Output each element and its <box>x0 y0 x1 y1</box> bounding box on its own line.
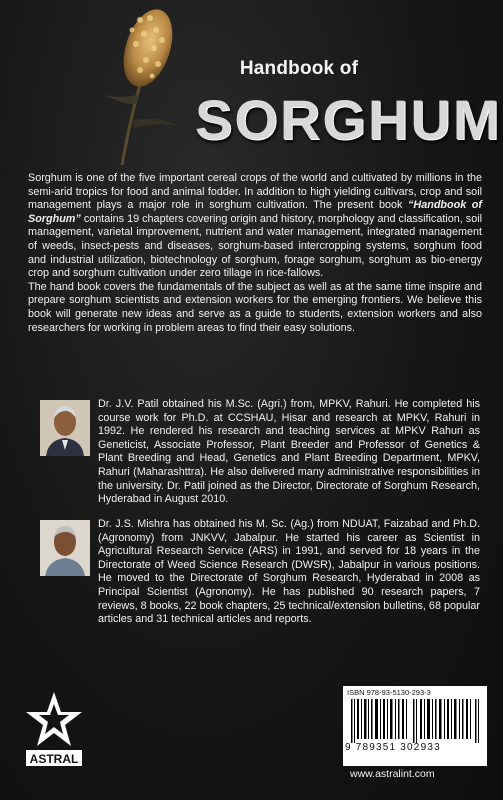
sorghum-plant-image <box>100 0 190 165</box>
author-bio-patil: Dr. J.V. Patil obtained his M.Sc. (Agri.) from, MPKV, Rahuri. He completed his course work for Ph.D. at CCSHAU, Hisar and research at MPKV, Rahuri in 1992. He rendered his research and teaching services at MPKV Rahuri as Geneticist, Associate Professor, Plant Breeder and Professor of Genetics & Plant Breeding and Head, Genetics and Plant Breeding Department, MPKV, Rahuri (Maharashttra). He also delivered many administrative responsibilities in the university. Dr. Patil joined as the Director, Directorate of Sorghum Research, Hyderabad in August 2010. <box>98 398 480 506</box>
author-photo-mishra <box>40 520 90 576</box>
barcode-bars <box>349 699 481 743</box>
isbn-number: 9 789351 302933 <box>345 742 441 753</box>
book-description <box>28 172 482 335</box>
isbn-label: ISBN 978-93-5130-293-3 <box>347 688 431 697</box>
book-title: SORGHUM <box>195 88 502 151</box>
description-text: Sorghum is one of the five important cereal crops of the world and cultivated by millions in the semi-arid tropics for food and animal fodder. In addition to high yielding cultivars, crop and soil management plays a major role in sorghum cultivation. The present book <box>28 172 482 212</box>
description-paragraph-1 <box>28 172 482 281</box>
book-subtitle: Handbook of <box>239 58 359 79</box>
author-photo-patil <box>40 400 90 456</box>
author-bio-mishra: Dr. J.S. Mishra has obtained his M. Sc. (Ag.) from NDUAT, Faizabad and Ph.D. (Agronomy) from JNKVV, Jabalpur. He started his career as Scientist in Agricultural Research Service (ARS) in 1991, and served for 18 years in the Directorate of Weed Science Research (DWSR), Jabalpur in various positions. He moved to the Directorate of Sorghum Research, Hyderabad in 2008 as Principal Scientist (Agronomy). He has published 90 research papers, 7 reviews, 8 books, 22 book chapters, 25 technical/extension bulletins, 68 popular articles and 31 technical articles and reports. <box>98 518 480 626</box>
logo-text: ASTRAL <box>29 752 79 766</box>
description-paragraph-2: The hand book covers the fundamentals of the subject as well as at the same time inspire and prepare sorghum scientists and extension workers for the emerging frontiers. We believe this book will generate new ideas and serve as a guide to students, extension workers and also researchers for working in problem areas to find their easy solutions. <box>28 280 482 334</box>
description-text: contains 19 chapters covering origin and history, morphology and classification, soil management, varietal improvement, nutrient and water management, integrated management of weeds, insect-pests and diseases, sorghum-based intercropping systems, sorghum food and industrial utilization, biotechnology of sorghum, forage sorghum, sorghum as bio-energy crop and sorghum cultivation under zero tillage in rice-fallows. <box>28 212 482 280</box>
book-name-emphasis: “Handbook of Sorghum” <box>28 199 482 225</box>
isbn-barcode <box>343 686 487 766</box>
publisher-website: www.astralint.com <box>350 768 435 780</box>
astral-logo <box>24 690 84 770</box>
